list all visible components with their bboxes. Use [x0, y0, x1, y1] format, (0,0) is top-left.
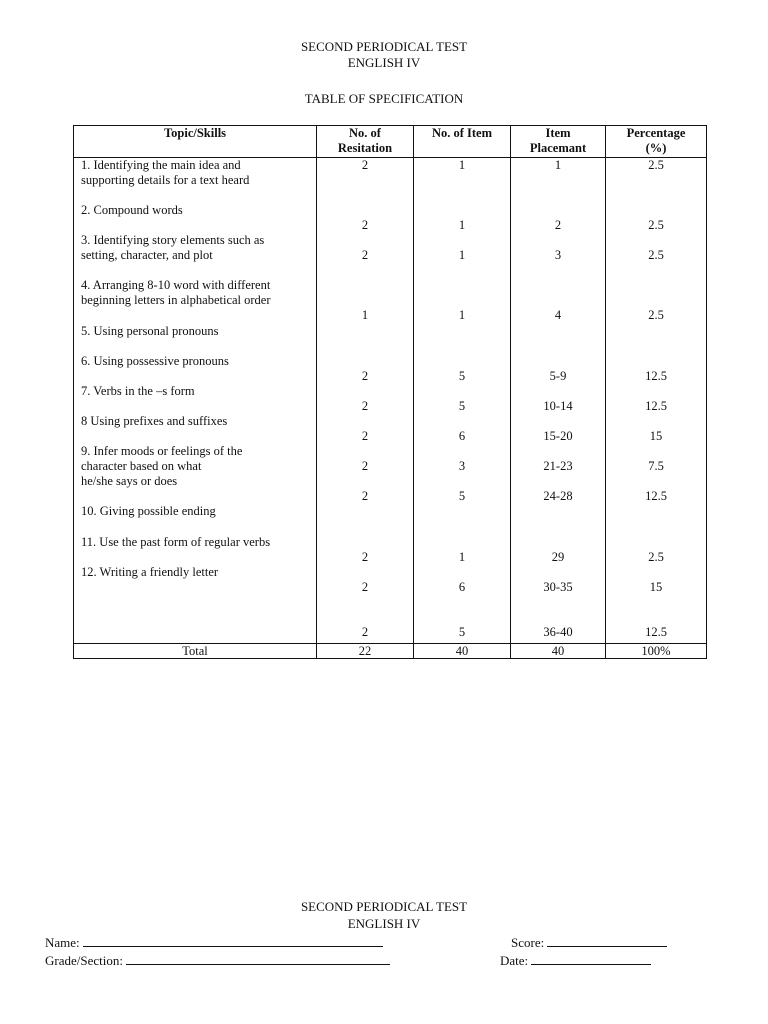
topic-line: 6. Using possessive pronouns	[81, 354, 229, 368]
name-blank[interactable]	[83, 934, 383, 947]
resitation-value: 1	[361, 308, 369, 322]
topic-line: 10. Giving possible ending	[81, 504, 216, 518]
resitation-value: 2	[361, 459, 369, 473]
col-header-items: No. of Item	[414, 126, 511, 158]
table-body-row	[74, 158, 707, 644]
topic-line: he/she says or does	[81, 474, 178, 488]
percentage-value: 2.5	[648, 248, 664, 262]
topic-line: 11. Use the past form of regular verbs	[81, 535, 271, 549]
percentage-value: 12.5	[645, 489, 667, 503]
page-title: SECOND PERIODICAL TEST	[300, 39, 468, 54]
items-value: 6	[458, 580, 466, 594]
items-value: 5	[458, 369, 466, 383]
percentage-value: 2.5	[648, 158, 664, 172]
items-value: 5	[458, 399, 466, 413]
items-value: 1	[458, 550, 466, 564]
placement-value: 30-35	[543, 580, 573, 594]
resitation-value: 2	[361, 489, 369, 503]
items-value: 1	[458, 218, 466, 232]
total-placement: 40	[511, 644, 606, 659]
grade-section-field[interactable]	[45, 952, 390, 969]
percentage-value: 12.5	[645, 625, 667, 639]
resitation-value: 2	[361, 248, 369, 262]
resitation-value: 2	[361, 369, 369, 383]
placement-value: 3	[554, 248, 562, 262]
topic-line: character based on what	[81, 459, 202, 473]
topic-line: 4. Arranging 8-10 word with different	[81, 278, 271, 292]
placement-value: 21-23	[543, 459, 573, 473]
grade-section-label: Grade/Section:	[45, 953, 123, 968]
table-header-row	[74, 126, 707, 158]
topic-column	[74, 158, 317, 644]
percentage-value: 15	[649, 429, 663, 443]
col-header-percentage: Percentage (%)	[606, 126, 707, 158]
total-items: 40	[414, 644, 511, 659]
footer-subject: ENGLISH IV	[347, 916, 421, 931]
specification-table	[73, 125, 707, 659]
topic-line: setting, character, and plot	[81, 248, 213, 262]
date-label: Date:	[500, 953, 529, 968]
placement-value: 29	[551, 550, 565, 564]
percentage-value: 2.5	[648, 308, 664, 322]
placement-value: 36-40	[543, 625, 573, 639]
topic-line: 5. Using personal pronouns	[81, 324, 219, 338]
resitation-value: 2	[361, 550, 369, 564]
topic-line: 2. Compound words	[81, 203, 183, 217]
placement-value: 5-9	[549, 369, 567, 383]
topic-line: 9. Infer moods or feelings of the	[81, 444, 243, 458]
items-value: 6	[458, 429, 466, 443]
placement-value: 1	[554, 158, 562, 172]
total-resitation: 22	[317, 644, 414, 659]
placement-value: 24-28	[543, 489, 573, 503]
total-percentage: 100%	[606, 644, 707, 659]
resitation-value: 2	[361, 399, 369, 413]
percentage-value: 2.5	[648, 218, 664, 232]
resitation-value: 2	[361, 218, 369, 232]
placement-column	[511, 158, 606, 644]
placement-value: 10-14	[543, 399, 573, 413]
resitation-value: 2	[361, 580, 369, 594]
name-field[interactable]	[45, 934, 383, 951]
topic-line: 1. Identifying the main idea and	[81, 158, 241, 172]
placement-value: 15-20	[543, 429, 573, 443]
items-value: 5	[458, 489, 466, 503]
items-value: 1	[458, 308, 466, 322]
score-field[interactable]	[511, 934, 667, 951]
name-label: Name:	[45, 935, 80, 950]
footer-title: SECOND PERIODICAL TEST	[300, 899, 468, 914]
score-label: Score:	[511, 935, 545, 950]
topic-line: 3. Identifying story elements such as	[81, 233, 265, 247]
topic-line: 12. Writing a friendly letter	[81, 565, 219, 579]
percentage-value: 2.5	[648, 550, 664, 564]
col-header-topic: Topic/Skills	[74, 126, 317, 158]
percentage-value: 12.5	[645, 369, 667, 383]
placement-value: 2	[554, 218, 562, 232]
percentage-value: 15	[649, 580, 663, 594]
score-blank[interactable]	[547, 934, 667, 947]
items-column	[414, 158, 511, 644]
col-header-resitation: No. of Resitation	[317, 126, 414, 158]
percentage-value: 12.5	[645, 399, 667, 413]
resitation-value: 2	[361, 625, 369, 639]
topic-line: 7. Verbs in the –s form	[81, 384, 195, 398]
date-blank[interactable]	[531, 952, 651, 965]
total-label: Total	[74, 644, 317, 659]
col-header-placement: Item Placemant	[511, 126, 606, 158]
percentage-column	[606, 158, 707, 644]
items-value: 1	[458, 248, 466, 262]
topic-line: beginning letters in alphabetical order	[81, 293, 271, 307]
items-value: 1	[458, 158, 466, 172]
date-field[interactable]	[500, 952, 651, 969]
percentage-value: 7.5	[648, 459, 664, 473]
topic-line: supporting details for a text heard	[81, 173, 250, 187]
grade-section-blank[interactable]	[126, 952, 390, 965]
resitation-column	[317, 158, 414, 644]
placement-value: 4	[554, 308, 562, 322]
items-value: 5	[458, 625, 466, 639]
total-row	[74, 644, 707, 659]
table-title: TABLE OF SPECIFICATION	[304, 91, 464, 106]
resitation-value: 2	[361, 429, 369, 443]
items-value: 3	[458, 459, 466, 473]
resitation-value: 2	[361, 158, 369, 172]
topic-line: 8 Using prefixes and suffixes	[81, 414, 228, 428]
subject-title: ENGLISH IV	[347, 55, 421, 70]
